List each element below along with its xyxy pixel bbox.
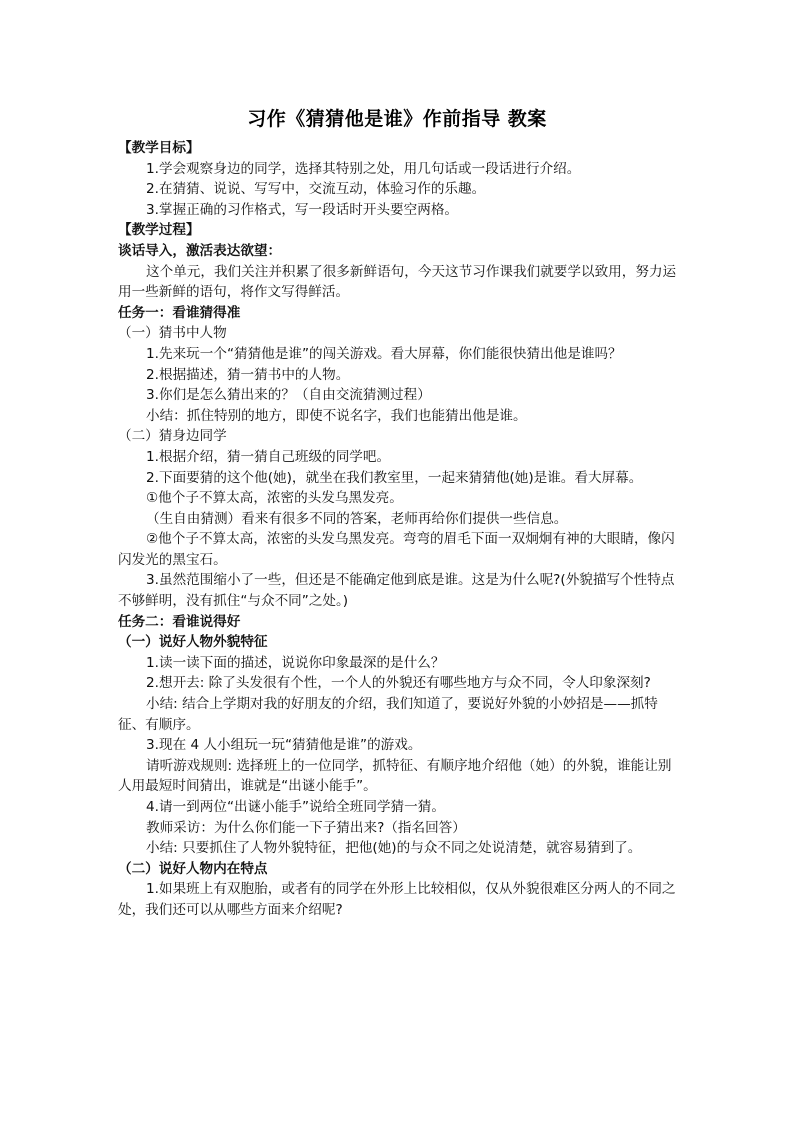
paragraph: 1.学会观察身边的同学，选择其特别之处，用几句话或一段话进行介绍。 xyxy=(146,160,581,177)
paragraph: 1.读一读下面的描述，说说你印象最深的是什么？ xyxy=(146,654,445,671)
paragraph: （二）说好人物内在特点 xyxy=(118,860,268,877)
paragraph: 这个单元，我们关注并积累了很多新鲜语句，今天这节习作课我们就要学以致用，努力运用一些新鲜的语句，将作文写得鲜活。 xyxy=(118,263,677,301)
paragraph: 谈话导入，激活表达欲望： xyxy=(118,242,282,259)
paragraph: 小结：抓住特别的地方，即使不说名字，我们也能猜出他是谁。 xyxy=(146,407,527,424)
paragraph: 3.掌握正确的习作格式，写一段话时开头要空两格。 xyxy=(146,201,459,218)
paragraph: 1.先来玩一个“猜猜他是谁”的闯关游戏。看大屏幕，你们能很快猜出他是谁吗？ xyxy=(146,345,622,362)
paragraph: 任务一：看谁猜得准 xyxy=(118,304,241,321)
paragraph: 2.下面要猜的这个他(她)，就坐在我们教室里，一起来猜猜他(她)是谁。看大屏幕。 xyxy=(146,469,643,486)
paragraph: 1.根据介绍，猜一猜自己班级的同学吧。 xyxy=(146,448,391,465)
paragraph: 小结: 只要抓住了人物外貌特征，把他(她)的与众不同之处说清楚，就容易猜到了。 xyxy=(146,840,642,857)
paragraph: 2.想开去: 除了头发很有个性，一个人的外貌还有哪些地方与众不同，令人印象深刻? xyxy=(146,675,651,692)
paragraph: 1.如果班上有双胞胎，或者有的同学在外形上比较相似，仅从外貌很难区分两人的不同之处，我们还可以从哪些方面来介绍呢? xyxy=(118,881,676,918)
paragraph: （一）猜书中人物 xyxy=(118,325,227,342)
paragraph: 4.请一到两位“出谜小能手”说给全班同学猜一猜。 xyxy=(146,799,445,815)
paragraph: 2.在猜猜、说说、写写中，交流互动，体验习作的乐趣。 xyxy=(146,181,486,198)
paragraph: 任务二：看谁说得好 xyxy=(118,613,241,630)
paragraph: （二）猜身边同学 xyxy=(118,428,227,445)
paragraph: ②他个子不算太高，浓密的头发乌黑发亮。弯弯的眉毛下面一双炯炯有神的大眼睛，像闪闪发光的黑宝石。 xyxy=(118,531,675,568)
paragraph: 教师采访：为什么你们能一下子猜出来?（指名回答） xyxy=(146,819,466,836)
paragraph: 【教学过程】 xyxy=(118,222,200,239)
paragraph: ①他个子不算太高，浓密的头发乌黑发亮。 xyxy=(146,490,403,507)
paragraph: 2.根据描述，猜一猜书中的人物。 xyxy=(146,366,350,383)
document-body xyxy=(118,138,678,921)
paragraph: 【教学目标】 xyxy=(118,140,200,156)
paragraph: （生自由猜测）看来有很多不同的答案，老师再给你们提供一些信息。 xyxy=(146,510,568,527)
paragraph: （一）说好人物外貌特征 xyxy=(118,634,268,651)
paragraph: 3.虽然范围缩小了一些，但还是不能确定他到底是谁。这是为什么呢?(外貌描写个性特点不够鲜明，没有抓住“与众不同”之处。) xyxy=(118,572,675,610)
paragraph: 3.你们是怎么猜出来的？（自由交流猜测过程） xyxy=(146,387,431,404)
document-title: 习作《猜猜他是谁》作前指导 教案 xyxy=(247,108,547,130)
paragraph: 小结: 结合上学期对我的好朋友的介绍，我们知道了，要说好外貌的小妙招是——抓特征、有顺序。 xyxy=(118,696,658,733)
paragraph: 3.现在 4 人小组玩一玩“猜猜他是谁”的游戏。 xyxy=(146,737,422,754)
paragraph: 请听游戏规则: 选择班上的一位同学，抓特征、有顺序地介绍他（她）的外貌，谁能让别人用最短时间猜出，谁就是“出谜小能手”。 xyxy=(118,757,672,795)
